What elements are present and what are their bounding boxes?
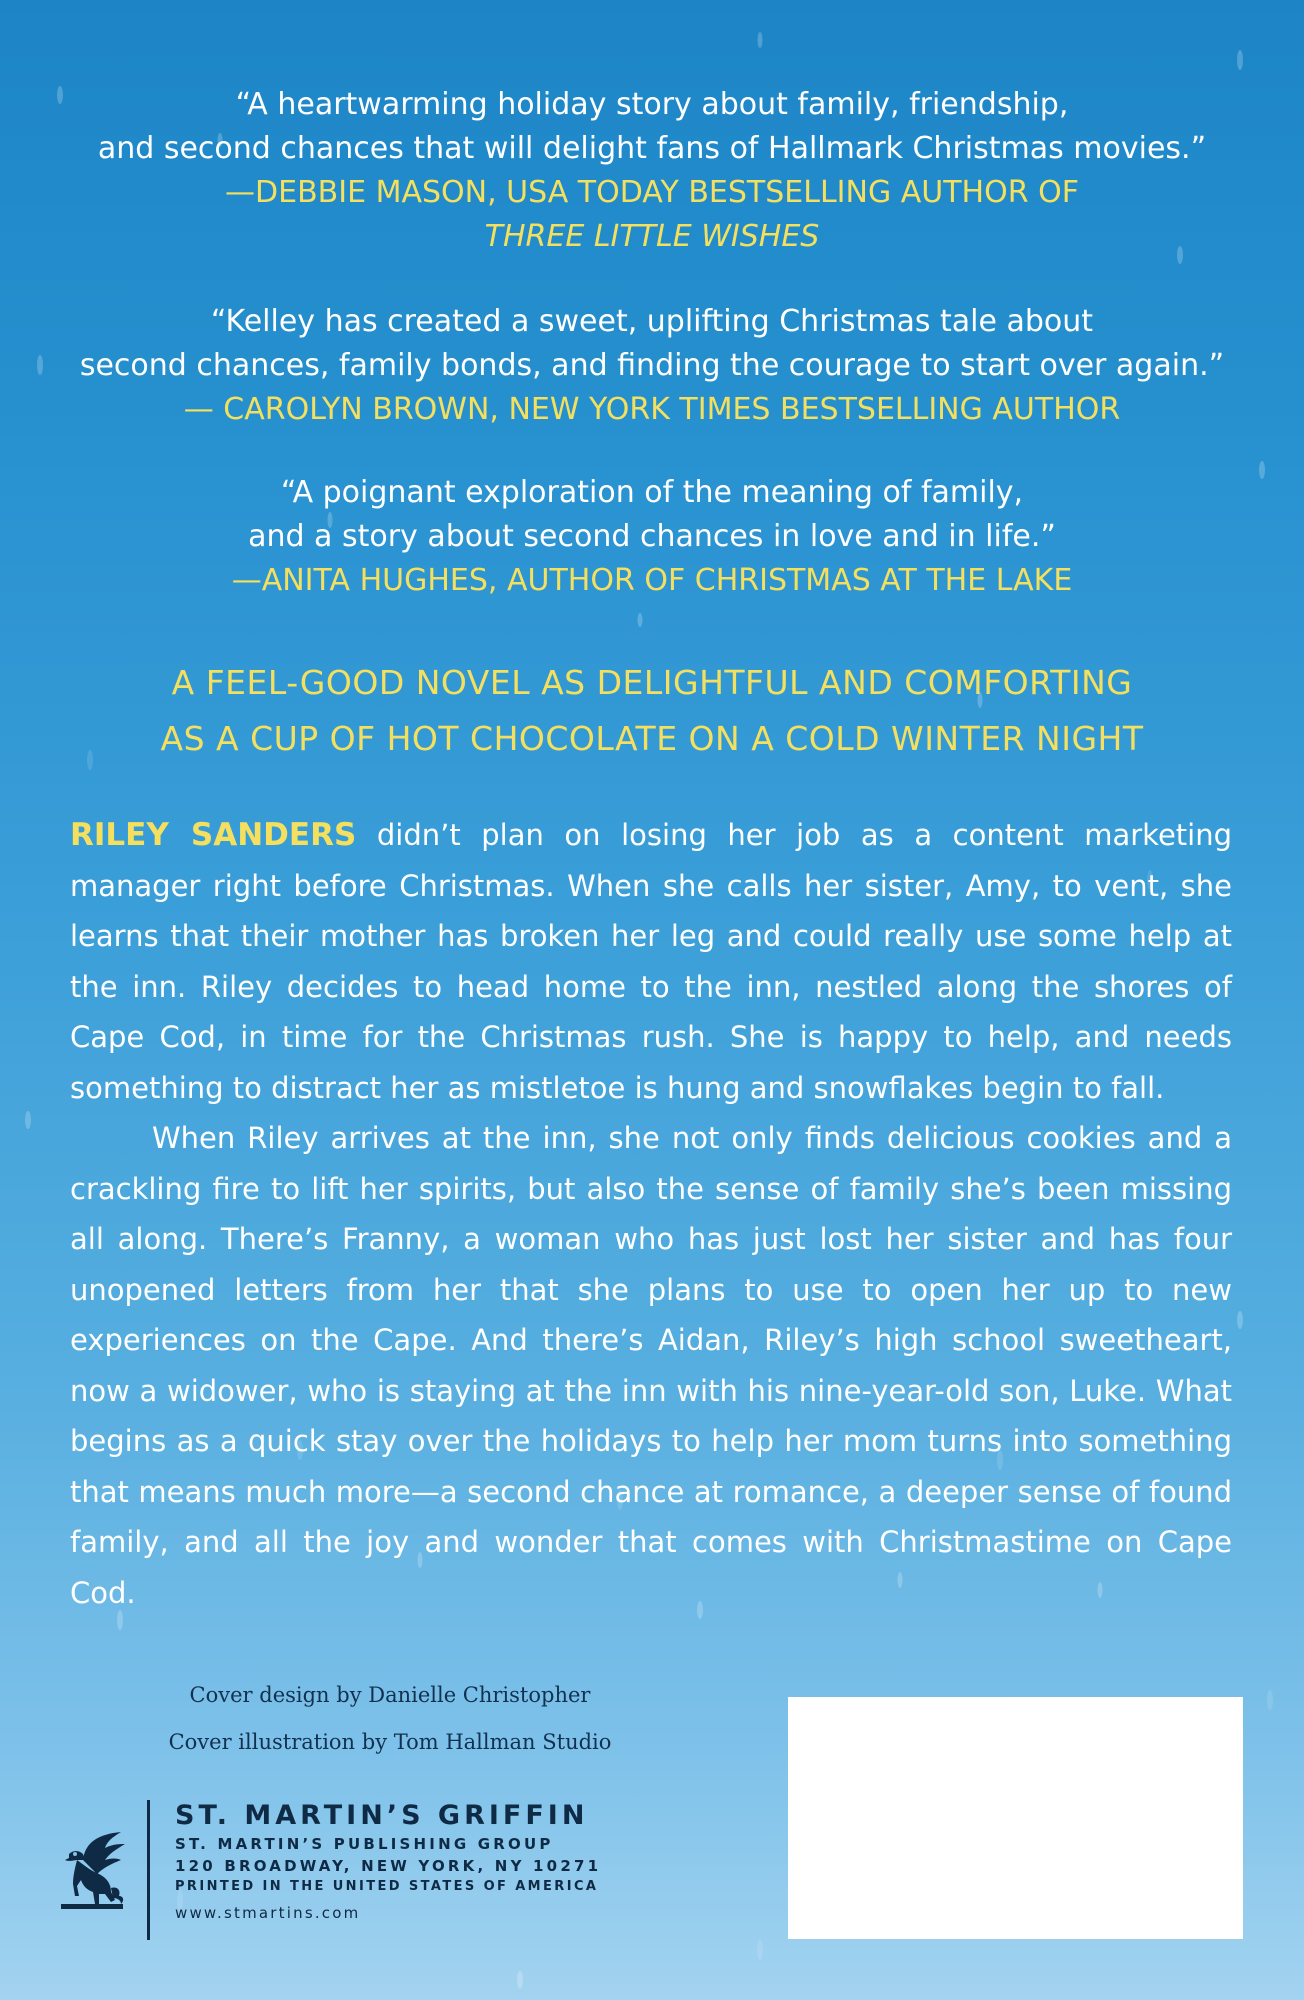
publisher-group: ST. MARTIN’S PUBLISHING GROUP [175,1835,554,1853]
review-blurb-hughes [70,471,1234,603]
cover-credits [120,1672,660,1766]
review-quote-line: “A poignant exploration of the meaning of family, [280,475,1024,510]
synopsis-paragraph-text: didn’t plan on losing her job as a content marketing manager right before Christmas. When she calls her sister, Amy, to vent, she learns that their mother has broken her leg and could really use some help at the inn. Riley decides to head home to the inn, nestled along the shores of Cape Cod, in time for the Christmas rush. She is happy to help, and needs something to distract her as mistletoe is hung and snowflakes begin to fall. [70,818,1233,1105]
printed-in-line: PRINTED IN THE UNITED STATES OF AMERICA [175,1879,599,1894]
publisher-text [175,1800,601,1922]
review-quote-line: “A heartwarming holiday story about family, friendship, [235,87,1069,122]
synopsis-lead-name: RILEY SANDERS [70,817,357,853]
publisher-block [55,1800,655,1940]
griffin-logo-icon [55,1830,131,1910]
review-attribution: —ANITA HUGHES, AUTHOR OF CHRISTMAS AT THE LAKE [231,563,1073,598]
tagline [70,655,1234,767]
synopsis-paragraph [70,810,1232,1113]
publisher-name: ST. MARTIN’S GRIFFIN [175,1800,589,1831]
cover-illustration-credit: Cover illustration by Tom Hallman Studio [168,1730,612,1754]
review-quote-line: “Kelley has created a sweet, uplifting Christmas tale about [210,304,1094,339]
synopsis-paragraph: When Riley arrives at the inn, she not only finds delicious cookies and a crackling fire to lift her spirits, but also the sense of family she’s been missing all along. There’s Franny, a woman who has just lost her sister and has four unopened letters from her that she plans to use to open her up to new experiences on the Cape. And there’s Aidan, Riley’s high school sweetheart, now a widower, who is staying at the inn with his nine-year-old son, Luke. What begins as a quick stay over the holidays to help her mom turns into something that means much more—a second chance at romance, a deeper sense of found family, and all the joy and wonder that comes with Christmastime on Cape Cod. [70,1121,1232,1610]
publisher-divider [147,1800,150,1940]
review-attribution: —DEBBIE MASON, USA TODAY BESTSELLING AUTHOR OF [225,175,1079,210]
review-quote-line: and second chances that will delight fans of Hallmark Christmas movies.” [97,131,1207,166]
publisher-address: 120 BROADWAY, NEW YORK, NY 10271 [175,1857,602,1875]
synopsis [70,810,1232,1618]
tagline-line: A FEEL-GOOD NOVEL AS DELIGHTFUL AND COMFORTING [171,663,1133,702]
review-blurb-brown [70,300,1234,432]
review-attribution: — CAROLYN BROWN, NEW YORK TIMES BESTSELLING AUTHOR [183,392,1121,427]
review-quote-line: and a story about second chances in love and in life.” [248,519,1056,554]
publisher-website: www.stmartins.com [175,1904,361,1922]
tagline-line: AS A CUP OF HOT CHOCOLATE ON A COLD WINTER NIGHT [160,719,1144,758]
review-blurb-mason [70,83,1234,259]
barcode-box [788,1697,1243,1939]
cover-design-credit: Cover design by Danielle Christopher [189,1683,591,1707]
review-quote-line: second chances, family bonds, and finding the courage to start over again.” [79,348,1225,383]
review-attribution: THREE LITTLE WISHES [484,219,820,254]
